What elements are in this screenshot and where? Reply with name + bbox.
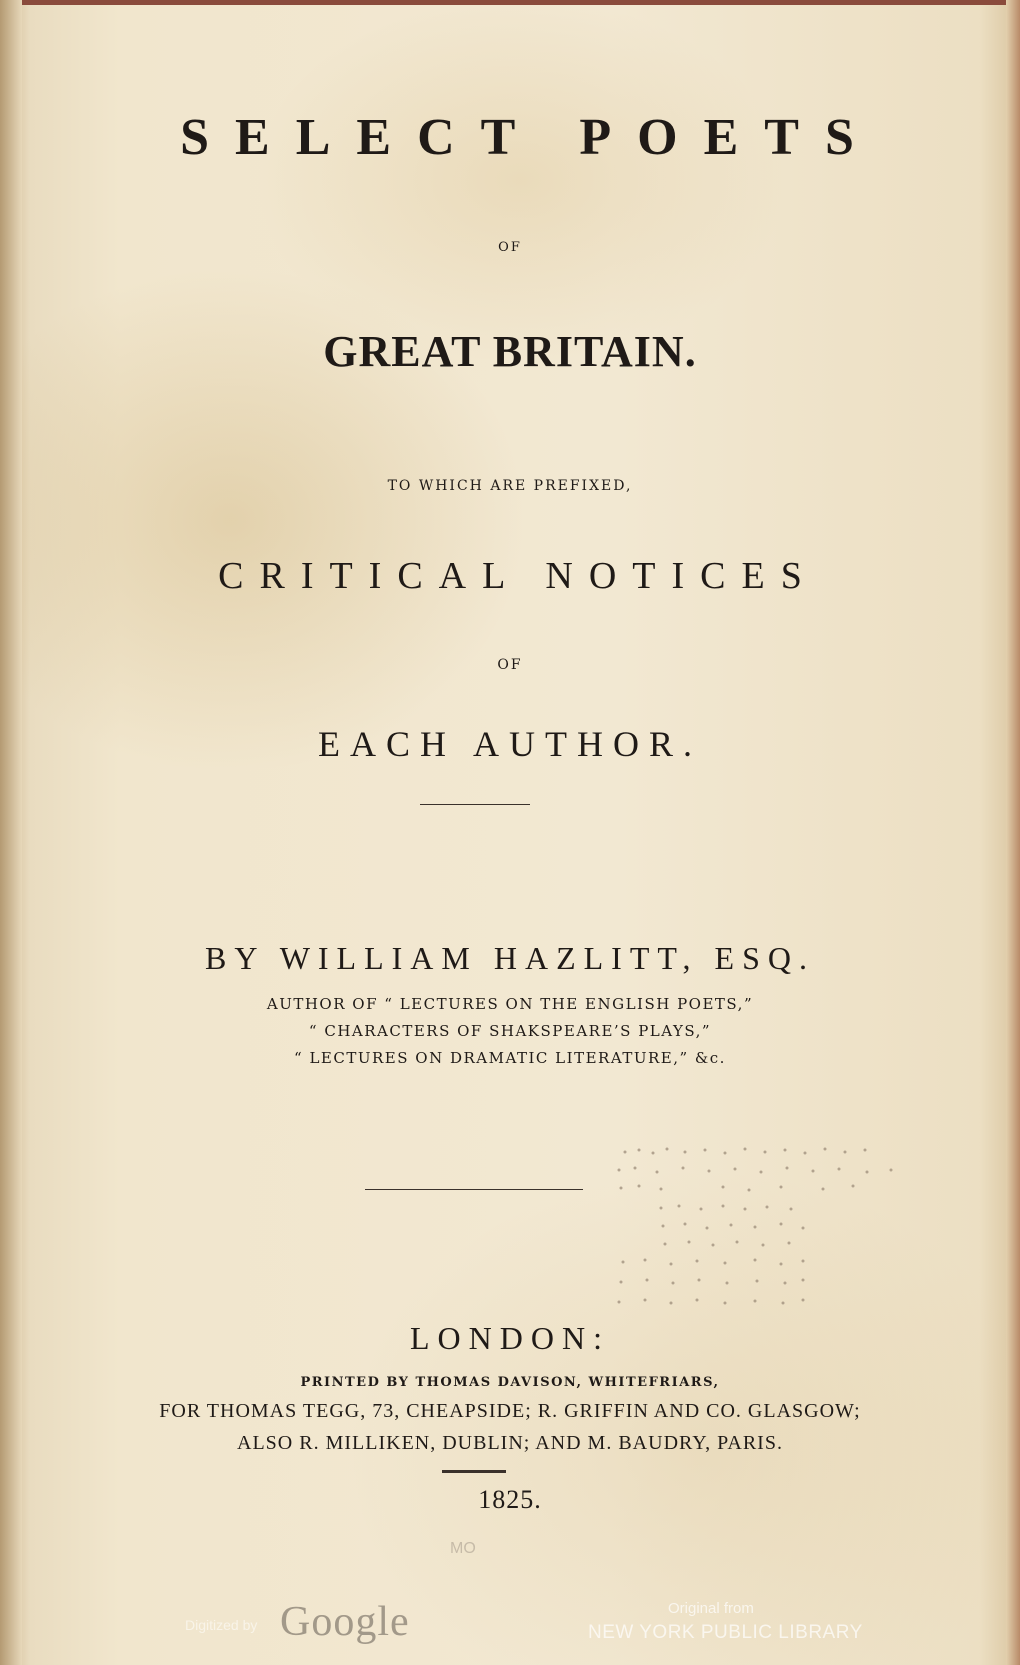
divider-rule-middle (365, 1189, 583, 1190)
pencil-annotation: MO (450, 1540, 476, 1557)
author-works-line: “ CHARACTERS OF SHAKSPEARE’S PLAYS,” (308, 1022, 712, 1040)
library-perforated-stamp (605, 1140, 905, 1320)
title-connector-of: OF (498, 240, 522, 255)
book-title: SELECT POETS (180, 109, 880, 166)
each-author-heading: EACH AUTHOR. (317, 724, 702, 764)
watermark-digitized-by: Digitized by (185, 1617, 258, 1633)
watermark-library-name: NEW YORK PUBLIC LIBRARY (588, 1622, 863, 1643)
prefixed-line: TO WHICH ARE PREFIXED, (387, 478, 633, 494)
imprint-publishers-line-2: ALSO R. MILLIKEN, DUBLIN; AND M. BAUDRY, PARIS. (237, 1432, 783, 1454)
author-byline: BY WILLIAM HAZLITT, ESQ. (205, 940, 815, 976)
binding-top-edge (0, 0, 1020, 5)
divider-rule-year (442, 1470, 506, 1473)
title-subject: GREAT BRITAIN. (323, 327, 697, 376)
critical-notices-heading: CRITICAL NOTICES (218, 555, 818, 597)
notices-connector-of: OF (497, 657, 523, 673)
imprint-city: LONDON: (410, 1320, 610, 1356)
publication-year: 1825. (478, 1485, 542, 1514)
google-watermark-logo: Google (280, 1599, 410, 1645)
author-works-line: “ LECTURES ON DRAMATIC LITERATURE,” &c. (294, 1049, 726, 1067)
author-works-line: AUTHOR OF “ LECTURES ON THE ENGLISH POETS,” (266, 995, 754, 1013)
imprint-printer: PRINTED BY THOMAS DAVISON, WHITEFRIARS, (300, 1375, 720, 1390)
divider-rule-top (420, 804, 530, 805)
watermark-original-from: Original from (668, 1600, 754, 1617)
imprint-publishers-line-1: FOR THOMAS TEGG, 73, CHEAPSIDE; R. GRIFFIN AND CO. GLASGOW; (159, 1400, 861, 1422)
